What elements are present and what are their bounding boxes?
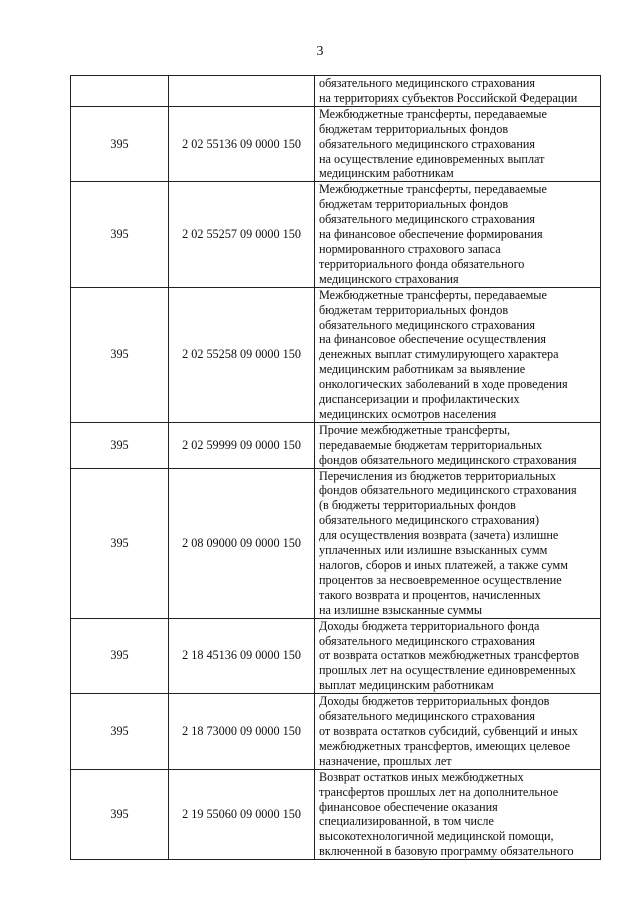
revenue-name-line: обязательного медицинского страхования)	[319, 513, 540, 528]
revenue-name-line: уплаченных или излишне взысканных сумм	[319, 543, 548, 558]
revenue-name-line: денежных выплат стимулирующего характера	[319, 347, 559, 362]
revenue-name-line: Межбюджетные трансферты, передаваемые	[319, 106, 547, 121]
budget-classification-code-cell: 2 18 45136 09 0000 150	[169, 618, 315, 694]
revenue-name-line: территориального фонда обязательного	[319, 256, 525, 271]
revenue-name-line: медицинского страхования	[319, 271, 459, 286]
table-row	[71, 182, 601, 287]
table-row	[71, 422, 601, 468]
budget-classification-code-cell	[169, 76, 315, 107]
revenue-name-line: нормированного страхового запаса	[319, 241, 501, 256]
table-row	[71, 76, 601, 107]
revenue-name-line: для осуществления возврата (зачета) излишне	[319, 528, 559, 543]
revenue-name-line: бюджетам территориальных фондов	[319, 197, 509, 212]
table-row	[71, 618, 601, 694]
revenue-name-line: Межбюджетные трансферты, передаваемые	[319, 182, 547, 197]
revenue-name-line: Доходы бюджетов территориальных фондов	[319, 694, 550, 709]
revenue-name-line: обязательного медицинского страхования	[319, 136, 535, 151]
revenue-name-line: от возврата остатков межбюджетных трансфертов	[319, 648, 580, 663]
revenue-name-line: медицинским работникам за выявление	[319, 362, 526, 377]
table-row	[71, 694, 601, 770]
revenue-name-line: бюджетам территориальных фондов	[319, 121, 509, 136]
revenue-name-line: Прочие межбюджетные трансферты,	[319, 422, 511, 437]
revenue-name-line: специализированной, в том числе	[319, 814, 494, 829]
admin-code-cell: 395	[71, 769, 169, 859]
revenue-name-cell	[315, 694, 601, 770]
budget-classification-code-cell: 2 02 55258 09 0000 150	[169, 287, 315, 422]
revenue-name-line: Возврат остатков иных межбюджетных	[319, 769, 524, 784]
revenue-name-line: фондов обязательного медицинского страхования	[319, 452, 577, 467]
admin-code-cell: 395	[71, 182, 169, 287]
revenue-name-line: (в бюджеты территориальных фондов	[319, 498, 516, 513]
revenue-name-line: назначение, прошлых лет	[319, 753, 452, 768]
revenue-name-line: Доходы бюджета территориального фонда	[319, 618, 540, 633]
revenue-name-line: включенной в базовую программу обязательного	[319, 844, 574, 859]
revenue-name-line: обязательного медицинского страхования	[319, 633, 535, 648]
admin-code-cell: 395	[71, 694, 169, 770]
revenue-name-line: онкологических заболеваний в ходе проведения	[319, 377, 568, 392]
revenue-name-line: выплат медицинским работникам	[319, 678, 494, 693]
revenue-name-cell	[315, 468, 601, 618]
table-row	[71, 287, 601, 422]
revenue-name-line: обязательного медицинского страхования	[319, 317, 535, 332]
revenue-name-line: высокотехнологичной медицинской помощи,	[319, 829, 554, 844]
budget-classification-code-cell: 2 18 73000 09 0000 150	[169, 694, 315, 770]
admin-code-cell: 395	[71, 106, 169, 182]
revenue-name-line: от возврата остатков субсидий, субвенций и иных	[319, 723, 578, 738]
revenue-name-cell	[315, 618, 601, 694]
table-row	[71, 106, 601, 182]
admin-code-cell	[71, 76, 169, 107]
revenue-name-line: обязательного медицинского страхования	[319, 76, 535, 90]
revenue-name-line: такого возврата и процентов, начисленных	[319, 587, 541, 602]
revenue-name-line: медицинских осмотров населения	[319, 406, 497, 421]
revenue-name-line: диспансеризации и профилактических	[319, 392, 520, 407]
revenue-name-line: обязательного медицинского страхования	[319, 709, 535, 724]
revenue-name-line: обязательного медицинского страхования	[319, 212, 535, 227]
revenue-name-line: налогов, сборов и иных платежей, а также сумм	[319, 558, 568, 572]
budget-classification-code-cell: 2 08 09000 09 0000 150	[169, 468, 315, 618]
revenue-name-line: фондов обязательного медицинского страхования	[319, 483, 577, 498]
revenue-name-line: межбюджетных трансфертов, имеющих целевое	[319, 738, 571, 753]
budget-classification-code-cell: 2 02 55257 09 0000 150	[169, 182, 315, 287]
revenue-name-cell	[315, 422, 601, 468]
revenue-name-line: Перечисления из бюджетов территориальных	[319, 468, 556, 483]
admin-code-cell: 395	[71, 287, 169, 422]
revenue-codes-table	[70, 75, 601, 860]
revenue-name-cell	[315, 106, 601, 182]
revenue-name-cell	[315, 182, 601, 287]
revenue-name-line: прошлых лет на осуществление единовременных	[319, 663, 576, 678]
page-number: 3	[316, 44, 324, 59]
budget-classification-code-cell: 2 19 55060 09 0000 150	[169, 769, 315, 859]
revenue-name-line: финансовое обеспечение оказания	[319, 799, 498, 814]
revenue-name-line: процентов за несвоевременное осуществление	[319, 572, 562, 587]
admin-code-cell: 395	[71, 618, 169, 694]
revenue-name-cell	[315, 76, 601, 107]
admin-code-cell: 395	[71, 422, 169, 468]
revenue-name-line: на территориях субъектов Российской Федерации	[319, 90, 578, 105]
revenue-name-line: передаваемые бюджетам территориальных	[319, 437, 543, 452]
revenue-name-line: на осуществление единовременных выплат	[319, 151, 545, 166]
revenue-name-line: медицинским работникам	[319, 166, 454, 181]
budget-classification-code-cell: 2 02 59999 09 0000 150	[169, 422, 315, 468]
revenue-name-line: на финансовое обеспечение осуществления	[319, 332, 546, 347]
revenue-name-line: трансфертов прошлых лет на дополнительное	[319, 784, 559, 799]
budget-classification-code-cell: 2 02 55136 09 0000 150	[169, 106, 315, 182]
admin-code-cell: 395	[71, 468, 169, 618]
table-row	[71, 468, 601, 618]
table-body	[71, 76, 601, 860]
revenue-name-line: бюджетам территориальных фондов	[319, 302, 509, 317]
revenue-name-line: на излишне взысканные суммы	[319, 602, 483, 617]
revenue-name-line: Межбюджетные трансферты, передаваемые	[319, 287, 547, 302]
table-row	[71, 769, 601, 859]
revenue-name-cell	[315, 769, 601, 859]
revenue-name-cell	[315, 287, 601, 422]
revenue-name-line: на финансовое обеспечение формирования	[319, 227, 543, 242]
